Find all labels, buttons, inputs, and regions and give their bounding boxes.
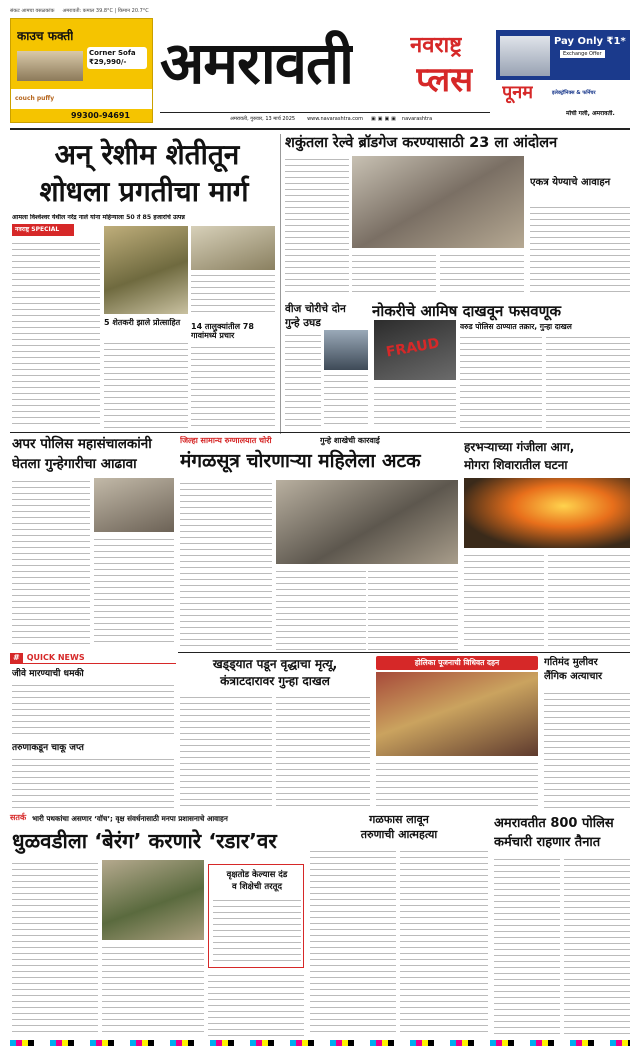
radar-photo (102, 860, 204, 940)
section-divider-2 (178, 652, 630, 653)
quick-news-item-1: जीवे मारण्याची धमकी (12, 669, 84, 679)
top-bar (10, 6, 250, 16)
section-divider-1 (10, 432, 630, 433)
registration-marks (10, 1040, 630, 1046)
suicide-body-col2 (400, 848, 488, 1036)
ad-right[interactable] (496, 30, 630, 126)
special-tag (12, 224, 74, 236)
suicide-headline-1: गळफास लावून (369, 813, 429, 826)
ad-right-offer-sub: Exchange Offer (560, 50, 605, 58)
radar-body-col3 (208, 972, 304, 1036)
radar-headline: धुळवडीला ‘बेरंग’ करणारे ‘रडार’वर (12, 829, 277, 853)
rail-headline: शकुंतला रेल्वे ब्रॉडगेज करण्यासाठी 23 ला आंदोलन (285, 135, 558, 151)
social-icons: ▣▣▣▣ (371, 115, 398, 122)
rail-photo (352, 156, 524, 248)
dateline: अमरावती, गुरुवार, 13 मार्च 2025 (230, 115, 296, 122)
quick-news-item-2: तरुणाकडून चाकू जप्त (12, 743, 84, 753)
arrest-headline: मंगळसूत्र चोरणाऱ्या महिलेला अटक (180, 450, 421, 472)
masthead-title: अमरावती (160, 29, 354, 97)
ad-left-offer: Corner Sofa ₹29,990/- (87, 47, 147, 69)
ad-left-store: couch puffy (15, 95, 55, 102)
ad-right-place: मोची गली, अमरावती. (566, 110, 615, 117)
power-body-2 (324, 372, 368, 428)
rail-side-headline: एकत्र येण्याचे आवाहन (530, 177, 611, 188)
lead-body-col1 (12, 240, 100, 428)
radar-side-box (208, 864, 304, 968)
masthead-rule (160, 112, 490, 113)
lead-body-col2 (104, 340, 188, 428)
quick-news-hash: # (10, 653, 23, 663)
masthead-suffix-top: नवराष्ट्र (410, 33, 462, 58)
pit-body-col1 (180, 694, 272, 808)
weather-readout: अमरावती: कमाल 39.8°C | किमान 20.7°C (62, 7, 149, 14)
suicide-headline-2: तरुणाची आत्महत्या (360, 828, 438, 841)
rail-body-col2 (352, 252, 436, 296)
arrest-body-col1 (180, 480, 272, 650)
police-headline-1: अपर पोलिस महासंचालकांनी (12, 436, 152, 452)
quick-news-bar (10, 652, 176, 664)
power-photo (324, 330, 368, 370)
fraud-image (374, 320, 456, 380)
police800-headline-1: अमरावतीत 800 पोलिस (494, 816, 614, 831)
rail-body-col3 (440, 252, 524, 296)
police-headline-2: घेतला गुन्हेगारीचा आढावा (12, 456, 137, 472)
quick-news-body-2 (12, 756, 174, 808)
lead-headline-1: अन् रेशीम शेतीतून (54, 138, 240, 171)
dateline-bar (160, 114, 490, 124)
lead-box-1: 5 शेतकरी झाले प्रोत्साहित (104, 318, 181, 327)
suicide-body-col1 (310, 848, 396, 1036)
police800-body-col1 (494, 856, 560, 1036)
assault-headline-2: लैंगिक अत्याचार (544, 671, 603, 682)
holi-photo (376, 672, 538, 756)
holi-caption-bar (376, 656, 538, 670)
fraud-headline: नोकरीचे आमिष दाखवून फसवणूक (372, 302, 561, 320)
assault-body (544, 690, 630, 808)
fraud-sub: वरुड पोलिस ठाण्यात तक्रार, गुन्हा दाखल (460, 322, 572, 331)
top-bar-left: संकट आमचा वसळकांक (10, 7, 55, 14)
radar-body-col1 (12, 860, 98, 1036)
rail-side-body (530, 204, 630, 296)
police-body-col2 (94, 536, 174, 646)
police800-body-col2 (564, 856, 630, 1036)
fire-photo (464, 478, 630, 548)
social-handle: navarashtra (401, 115, 433, 122)
website[interactable]: www.navarashtra.com (307, 115, 363, 122)
assault-headline-1: गतिमंद मुलीवर (544, 657, 598, 668)
arrest-kicker-2: गुन्हे शाखेची कारवाई (320, 436, 380, 445)
appliances-image (500, 36, 550, 76)
special-tag-label: नवराष्ट्र SPECIAL (15, 226, 60, 234)
power-headline: वीज चोरीचे दोन गुन्हे उघड (285, 303, 346, 329)
fire-headline-2: मोगरा शिवारातील घटना (464, 458, 568, 472)
sofa-image (17, 51, 83, 81)
lead-right-divider (280, 134, 281, 434)
header-divider (10, 128, 630, 130)
lead-box-2: 14 तालुक्यांतील 78 गावांमध्ये प्रचार (191, 322, 254, 340)
rail-body-col1 (285, 156, 349, 296)
ad-left[interactable] (10, 18, 153, 123)
masthead-suffix-bottom: प्लस (416, 60, 474, 100)
bottom-strip-text: भारी पथकांचा असणार ‘वॉच’; वृक्ष संवर्धनासाठी मनपा प्रशासनाचे आवाहन (32, 813, 228, 823)
lead-strap: आमला विश्‍वेश्‍वर येथील नरेंद्र नाले यांना महिन्याला 50 ते 85 हजारांचे उत्पन्न (12, 214, 185, 221)
lead-photo-1 (104, 226, 188, 314)
pit-body-col2 (276, 694, 370, 808)
radar-side-headline-2: व शिक्षेची तरतूद (232, 882, 282, 892)
arrest-kicker-1: जिल्हा सामान्य रुग्णालयात चोरी (180, 436, 272, 445)
fire-body-col2 (548, 552, 630, 650)
holi-caption (376, 760, 538, 808)
fire-headline-1: हरभऱ्याच्या गंजीला आग, (464, 440, 575, 454)
fraud-body-col2 (460, 334, 542, 428)
ad-right-brand: पूनम (502, 82, 533, 103)
bottom-strip-label: सतर्क (10, 813, 27, 822)
pit-headline-1: खड्ड्यात पडून वृद्धाचा मृत्यू, (212, 657, 338, 671)
pit-headline-2: कंत्राटदारावर गुन्हा दाखल (220, 674, 330, 688)
fire-body-col1 (464, 552, 544, 650)
arrest-photo (276, 480, 458, 564)
lead-photo-2 (191, 226, 275, 270)
fraud-body-col3 (546, 334, 630, 428)
quick-news-label: QUICK NEWS (26, 652, 85, 662)
holi-caption-head: होलिका पूजनाची विधिवत दहन (414, 658, 500, 667)
ad-right-offer: Pay Only ₹1* (554, 36, 626, 47)
police-body-col1 (12, 478, 90, 646)
police-photo (94, 478, 174, 532)
power-body (285, 332, 321, 428)
ad-left-phone: 99300-94691 (71, 111, 130, 120)
ad-right-brand-sub: इलेक्ट्रॉनिक्स & फर्निचर (552, 90, 596, 96)
radar-side-body (213, 897, 301, 965)
quick-news-body-1 (12, 682, 174, 738)
fraud-image-text: FRAUD (384, 335, 441, 361)
police800-headline-2: कर्मचारी राहणार तैनात (494, 835, 601, 850)
radar-body-col2 (102, 944, 204, 1036)
lead-photo-caption (191, 272, 275, 314)
arrest-body-col2 (276, 568, 366, 650)
ad-left-brand: काउच फक्ती (17, 29, 74, 43)
radar-side-headline-1: वृक्षतोड केल्यास दंड (226, 870, 288, 880)
lead-headline-2: शोधला प्रगतीचा मार्ग (39, 175, 249, 208)
fraud-body-col1 (374, 384, 456, 428)
lead-body-col3 (191, 344, 275, 428)
arrest-body-col3 (368, 568, 458, 650)
